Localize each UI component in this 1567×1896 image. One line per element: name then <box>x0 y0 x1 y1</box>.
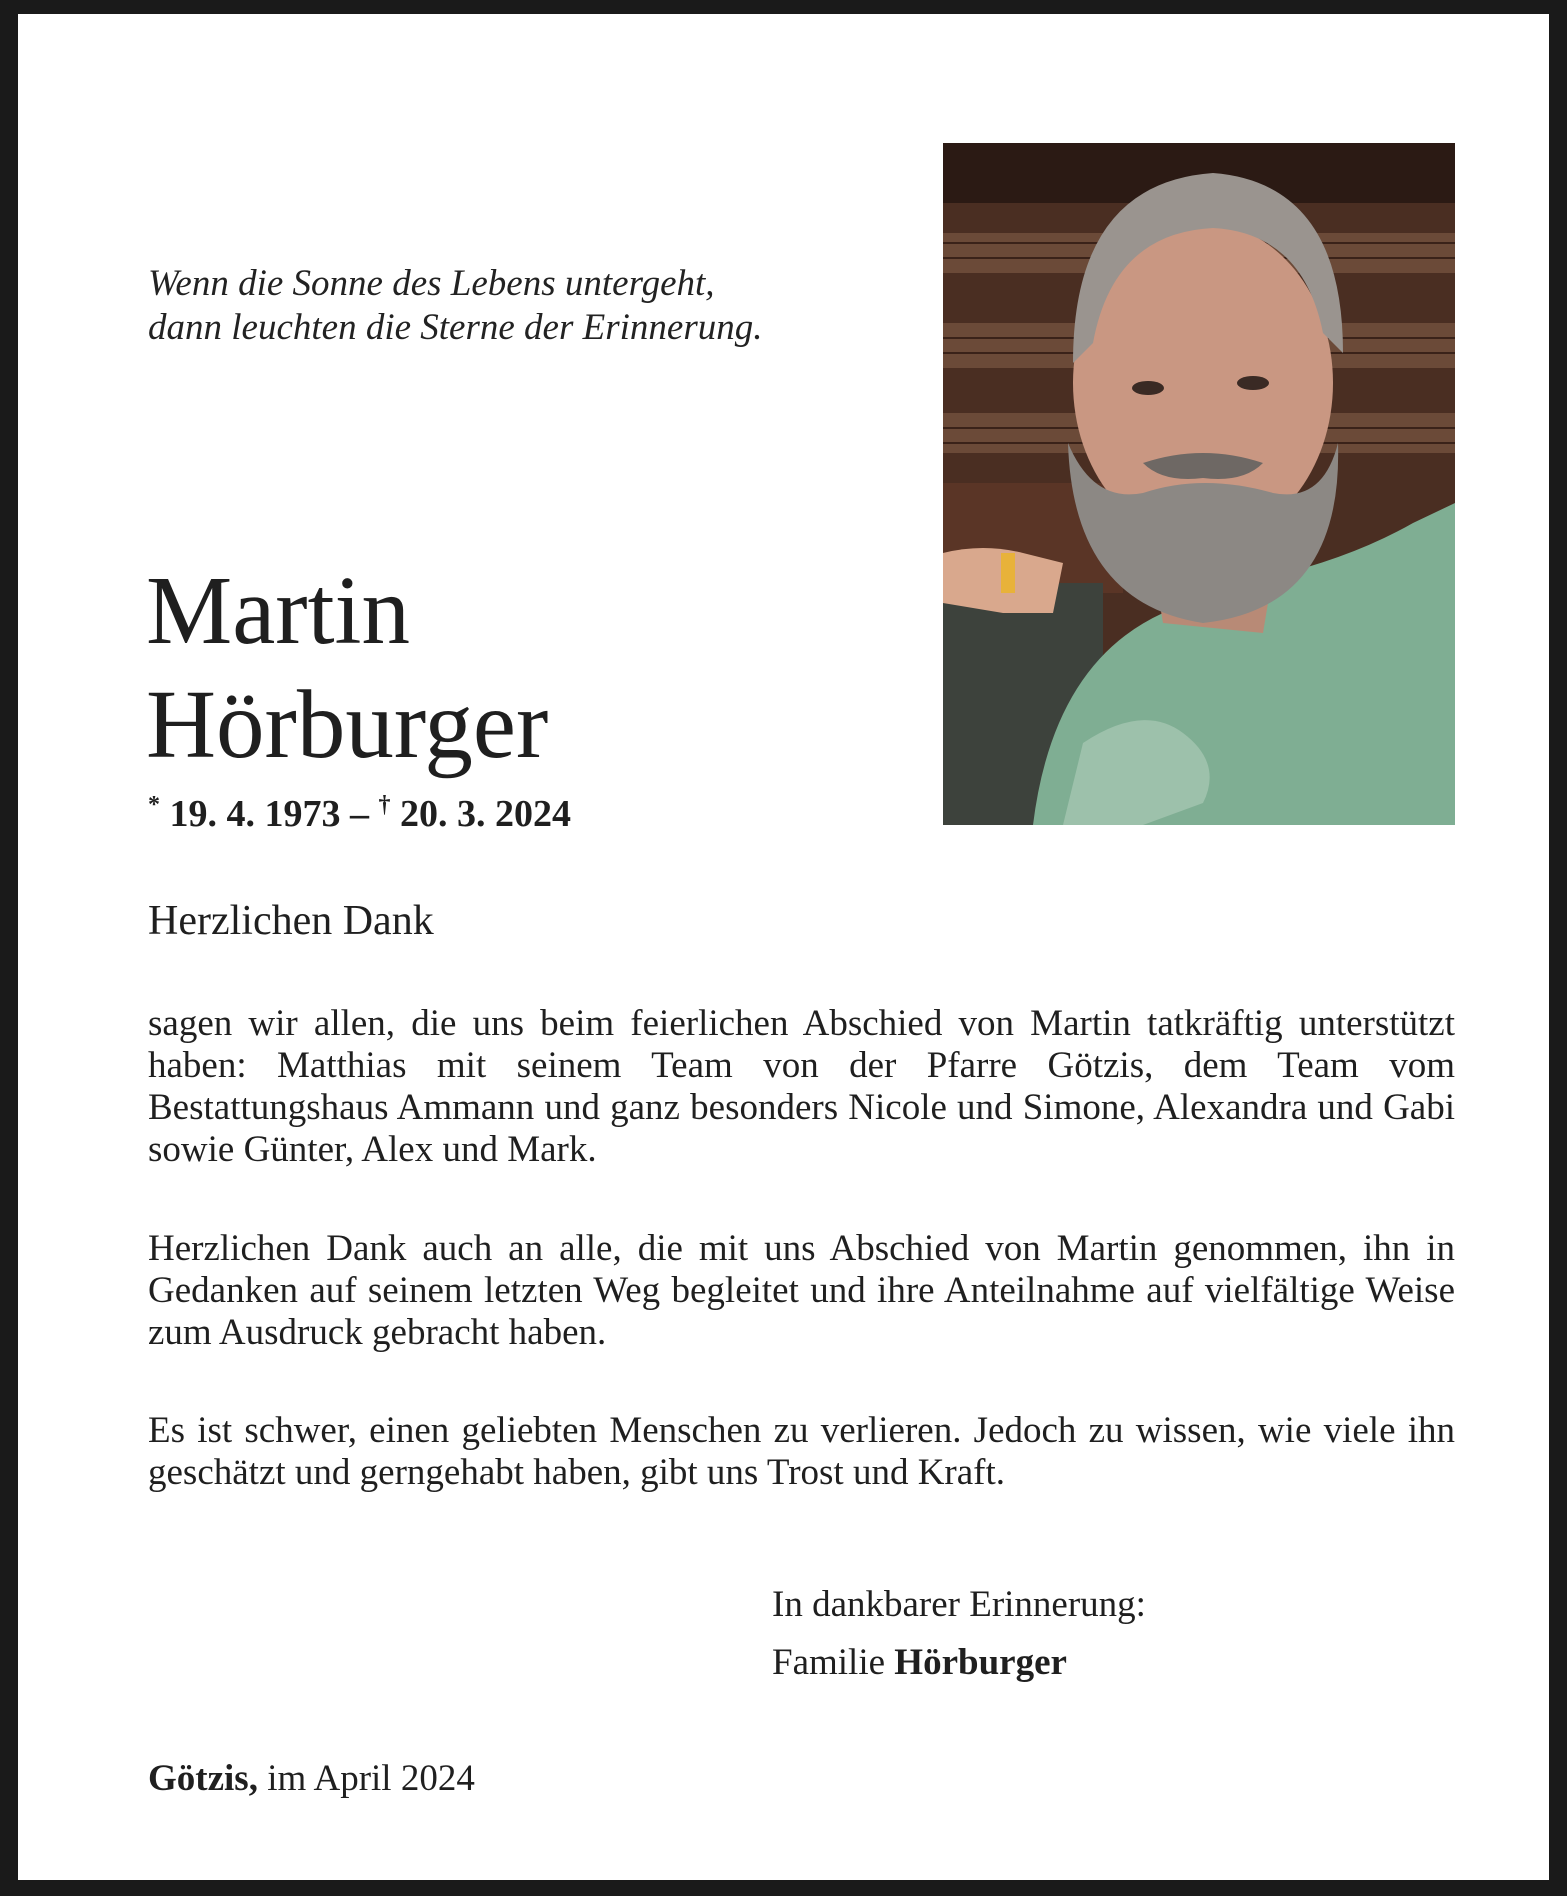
family-signature <box>772 1634 1146 1692</box>
signoff <box>772 1576 1146 1692</box>
life-dates <box>148 792 571 836</box>
signoff-line: In dankbarer Erinnerung: <box>772 1584 1146 1625</box>
place-month: im April 2024 <box>257 1758 475 1799</box>
portrait-photo <box>943 143 1455 825</box>
death-symbol: † <box>378 792 391 818</box>
thanks-paragraph-2: Herzlichen Dank auch an alle, die mit uns Abschied von Martin genommen, ihn in Gedanken auf seinem letzten Weg begleitet und ihre Anteilnahme auf vielfältige Weise zum Ausdruck gebracht haben. <box>148 1228 1455 1353</box>
thanks-paragraph-1: sagen wir allen, die uns beim feierlichen Abschied von Martin tatkräftig unterstützt haben: Matthias mit seinem Team von der Pfarre Götzis, dem Team vom Bestattungshaus Ammann und ganz besonders Nicole und Simone, Alexandra und Gabi sowie Günter, Alex und Mark. <box>148 1003 1455 1170</box>
birth-symbol: * <box>148 792 160 818</box>
place-date <box>148 1757 475 1800</box>
motto-quote <box>148 262 888 350</box>
motto-line-2: dann leuchten die Sterne der Erinnerung. <box>148 307 763 348</box>
date-separator: – <box>340 793 379 835</box>
first-name: Martin <box>146 557 411 664</box>
family-name: Hörburger <box>894 1642 1067 1683</box>
motto-line-1: Wenn die Sonne des Lebens untergeht, <box>148 263 715 304</box>
thanks-paragraph-3: Es ist schwer, einen geliebten Menschen zu verlieren. Jedoch zu wissen, wie viele ihn geschätzt und gerngehabt haben, gibt uns Trost und Kraft. <box>148 1410 1455 1493</box>
family-prefix: Familie <box>772 1642 895 1683</box>
deceased-name <box>146 554 548 782</box>
last-name: Hörburger <box>146 671 549 778</box>
birth-date: 19. 4. 1973 <box>169 793 341 835</box>
place-town: Götzis, <box>148 1758 258 1799</box>
death-date: 20. 3. 2024 <box>400 793 571 835</box>
thanks-heading: Herzlichen Dank <box>148 898 434 944</box>
